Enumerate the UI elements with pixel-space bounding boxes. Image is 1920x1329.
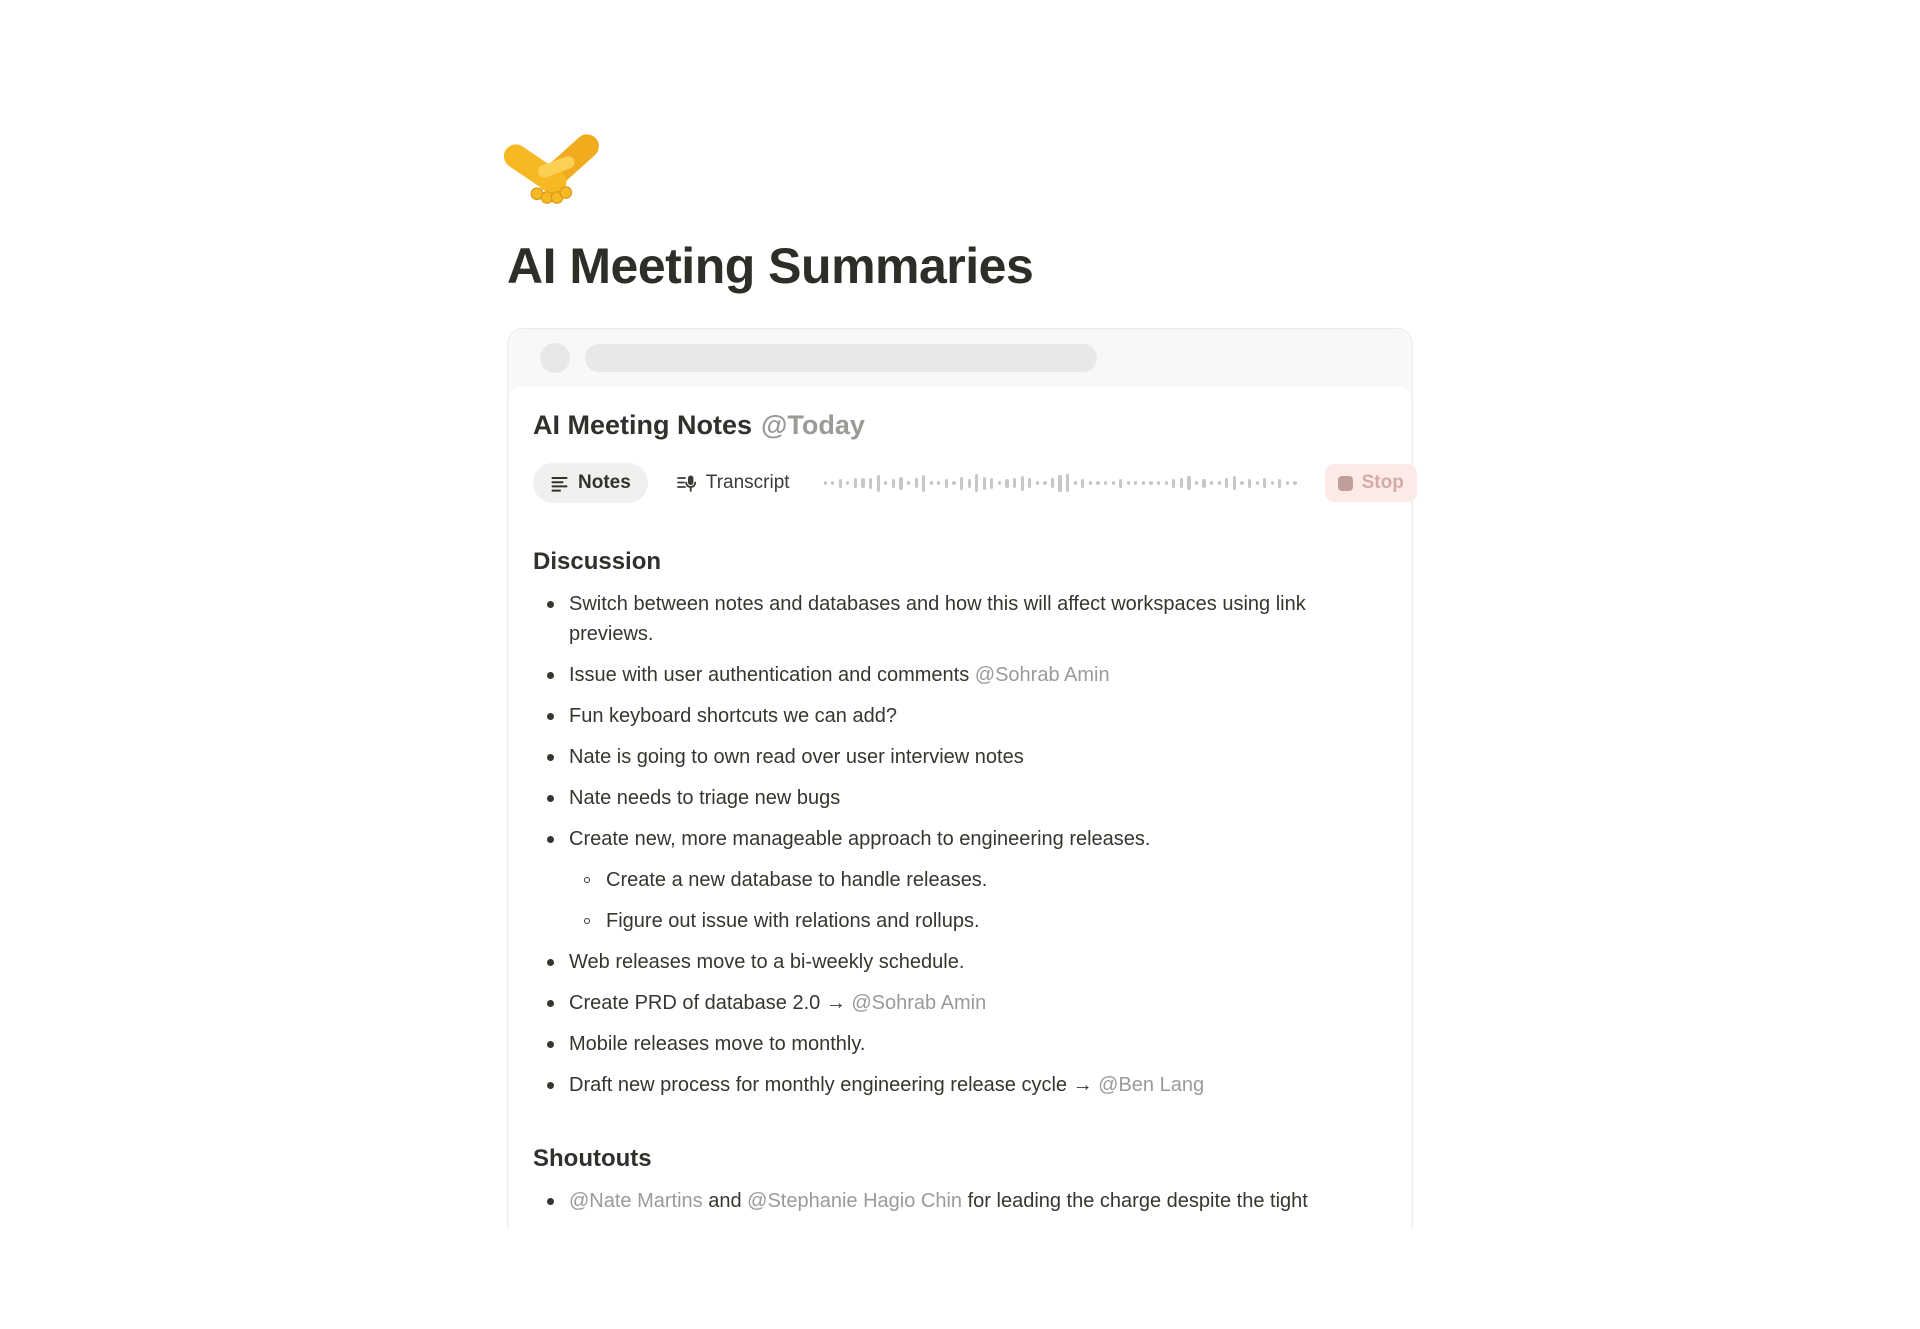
waveform-bar	[1142, 481, 1145, 485]
waveform-bar	[952, 481, 955, 485]
person-mention[interactable]: @Nate Martins	[569, 1190, 703, 1212]
waveform-bar	[1058, 475, 1061, 492]
waveform-bar	[1127, 481, 1130, 485]
text-segment: Fun keyboard shortcuts we can add?	[569, 705, 897, 727]
person-mention[interactable]: @Ben Lang	[1098, 1074, 1205, 1096]
waveform-bar	[892, 479, 895, 488]
waveform-bar	[1180, 478, 1183, 488]
waveform-bar	[1225, 478, 1228, 488]
waveform-bar	[846, 481, 849, 485]
stop-button-label: Stop	[1361, 472, 1404, 493]
text-segment: for leading the charge despite the tight	[962, 1190, 1308, 1212]
person-mention[interactable]: @Sohrab Amin	[974, 664, 1110, 686]
list-item	[533, 1070, 1387, 1100]
waveform-bar	[1248, 479, 1251, 488]
section-heading-discussion: Discussion	[533, 548, 662, 575]
waveform-bar	[1233, 476, 1236, 490]
tabs-row	[533, 463, 1404, 503]
tab-transcript-label: Transcript	[705, 472, 790, 493]
waveform-bar	[1195, 481, 1198, 485]
waveform-bar	[1119, 479, 1122, 488]
text-segment: Create PRD of database 2.0 →	[569, 992, 852, 1014]
waveform-bar	[1066, 474, 1069, 492]
waveform-bar	[1172, 479, 1175, 488]
list-item	[533, 701, 1387, 731]
waveform-bar	[1157, 481, 1160, 485]
bullet-list	[533, 589, 1387, 1100]
waveform-bar	[930, 481, 933, 485]
list-item	[533, 1186, 1387, 1216]
waveform-bar	[1286, 481, 1289, 485]
disc-bullet-icon	[547, 836, 554, 843]
sub-list-item	[533, 906, 1387, 936]
person-mention[interactable]: @Stephanie Hagio Chin	[747, 1190, 963, 1212]
stop-square-icon	[1338, 476, 1353, 491]
waveform-bar	[1112, 481, 1115, 485]
text-segment: Nate is going to own read over user interview notes	[569, 746, 1024, 768]
waveform-bar	[1256, 481, 1259, 485]
disc-bullet-icon	[547, 959, 554, 966]
list-item	[533, 824, 1387, 854]
list-item	[533, 742, 1387, 772]
list-item	[533, 947, 1387, 977]
avatar-skeleton	[540, 343, 570, 373]
waveform-bar	[899, 477, 902, 490]
handshake-icon[interactable]	[507, 130, 597, 220]
waveform-bar	[1028, 478, 1031, 488]
card-body	[509, 387, 1411, 1267]
waveform-bar	[824, 481, 827, 485]
date-mention[interactable]: @Today	[761, 410, 865, 440]
waveform-bar	[1021, 476, 1024, 491]
waveform-bar	[1187, 476, 1190, 490]
waveform-bar	[907, 481, 910, 485]
waveform-bar	[1043, 481, 1046, 485]
waveform-bar	[839, 479, 842, 488]
waveform-bar	[1074, 481, 1077, 485]
waveform-bar	[869, 478, 872, 489]
waveform-bar	[915, 478, 918, 488]
waveform-bar	[1089, 481, 1092, 485]
waveform-bar	[960, 477, 963, 490]
disc-bullet-icon	[547, 795, 554, 802]
disc-bullet-icon	[547, 672, 554, 679]
waveform-bar	[1005, 479, 1008, 488]
waveform-bar	[884, 481, 887, 485]
waveform-bar	[968, 479, 971, 488]
text-segment: Nate needs to triage new bugs	[569, 787, 841, 809]
disc-bullet-icon	[547, 601, 554, 608]
waveform-bar	[1149, 481, 1152, 485]
waveform-bar	[990, 478, 993, 489]
text-segment: Create new, more manageable approach to engineering releases.	[569, 828, 1151, 850]
waveform-bar	[1202, 479, 1205, 488]
tab-notes[interactable]	[533, 463, 648, 503]
tab-transcript[interactable]	[668, 463, 798, 503]
stop-button[interactable]	[1325, 464, 1417, 502]
disc-bullet-icon	[547, 754, 554, 761]
card-header-skeleton	[508, 329, 1412, 387]
disc-bullet-icon	[547, 1041, 554, 1048]
text-segment: Mobile releases move to monthly.	[569, 1033, 866, 1055]
note-title-row	[533, 407, 1387, 443]
title-skeleton-bar	[585, 344, 1097, 372]
disc-bullet-icon	[547, 713, 554, 720]
page-title: AI Meeting Summaries	[507, 238, 1034, 294]
waveform-bar	[998, 481, 1001, 485]
text-segment: Draft new process for monthly engineering release cycle →	[569, 1074, 1099, 1096]
waveform-bar	[1051, 478, 1054, 488]
bullet-list	[533, 1186, 1387, 1216]
waveform-bar	[854, 478, 857, 488]
text-segment: Create a new database to handle releases.	[606, 869, 988, 891]
audio-waveform	[824, 472, 1297, 494]
note-sections	[533, 547, 1387, 1216]
text-segment: Figure out issue with relations and rollups.	[606, 910, 980, 932]
note-title: AI Meeting Notes	[533, 410, 753, 440]
waveform-bar	[1293, 481, 1296, 485]
waveform-bar	[831, 481, 834, 485]
disc-bullet-icon	[547, 1000, 554, 1007]
waveform-bar	[945, 479, 948, 488]
waveform-bar	[1218, 481, 1221, 485]
waveform-bar	[1271, 481, 1274, 485]
list-item	[533, 1029, 1387, 1059]
page-content	[507, 130, 1413, 1238]
transcript-mic-icon	[676, 473, 697, 494]
waveform-bar	[1278, 479, 1281, 488]
list-item	[533, 660, 1387, 690]
waveform-bar	[1263, 478, 1266, 488]
waveform-bar	[1210, 481, 1213, 485]
text-segment: and	[702, 1190, 748, 1212]
list-item	[533, 589, 1387, 649]
waveform-bar	[1134, 481, 1137, 485]
section-heading-shoutouts: Shoutouts	[533, 1145, 652, 1172]
notes-lines-icon	[550, 474, 569, 493]
waveform-bar	[922, 475, 925, 492]
waveform-bar	[1104, 481, 1107, 485]
tab-notes-label: Notes	[578, 472, 631, 493]
waveform-bar	[1081, 479, 1084, 488]
waveform-bar	[1096, 481, 1099, 485]
text-segment: Switch between notes and databases and how this will affect workspaces using link previews.	[569, 593, 1306, 645]
waveform-bar	[937, 481, 940, 485]
circle-bullet-icon	[584, 877, 590, 883]
sub-list-item	[533, 865, 1387, 895]
list-item	[533, 988, 1387, 1018]
waveform-bar	[1240, 481, 1243, 485]
text-segment: Web releases move to a bi-weekly schedule.	[569, 951, 965, 973]
waveform-bar	[861, 478, 864, 488]
text-segment: Issue with user authentication and comments	[569, 664, 975, 686]
disc-bullet-icon	[547, 1198, 554, 1205]
waveform-bar	[1013, 478, 1016, 488]
circle-bullet-icon	[584, 918, 590, 924]
waveform-bar	[983, 477, 986, 490]
waveform-bar	[877, 475, 880, 492]
waveform-bar	[1036, 481, 1039, 485]
disc-bullet-icon	[547, 1082, 554, 1089]
list-item	[533, 783, 1387, 813]
person-mention[interactable]: @Sohrab Amin	[851, 992, 987, 1014]
meeting-notes-card	[507, 328, 1413, 1238]
waveform-bar	[975, 474, 978, 492]
waveform-bar	[1165, 481, 1168, 485]
